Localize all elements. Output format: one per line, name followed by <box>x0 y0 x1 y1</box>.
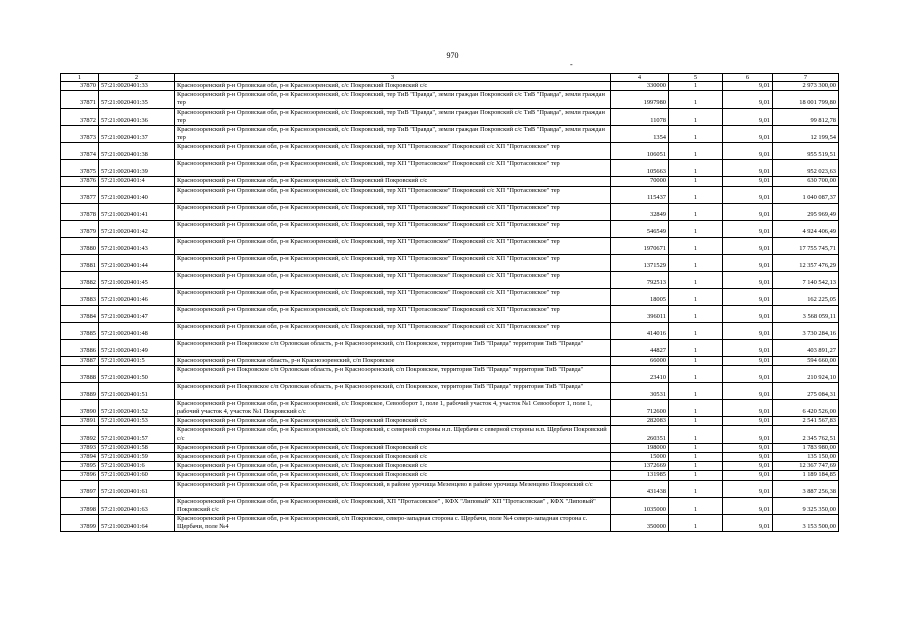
area: 282083 <box>611 417 669 426</box>
area: 546549 <box>611 220 669 237</box>
column-5-value: 1 <box>669 399 723 416</box>
cadastral-number: 57:21:0020401:6 <box>99 462 175 471</box>
column-5-value: 1 <box>669 339 723 356</box>
address: Красноэоренский р-н Орловская обл, р-н Красноэоренский, с/с Покровский, тер ХП "Протасовское" Покровский с/с ХП "Протасовское" тер <box>175 271 611 288</box>
cadastral-number: 57:21:0020401:41 <box>99 203 175 220</box>
row-number: 37874 <box>61 143 99 160</box>
column-5-value: 1 <box>669 480 723 497</box>
address: Красноэоренский р-н Орловская обл, р-н Красноэоренский, с/с Покровский, тер ХП "Протасовское" Покровский с/с ХП "Протасовское" тер <box>175 186 611 203</box>
cadastral-value: 295 969,49 <box>773 203 839 220</box>
cadastral-value: 1 040 087,37 <box>773 186 839 203</box>
area: 792513 <box>611 271 669 288</box>
area: 198000 <box>611 443 669 452</box>
area: 30531 <box>611 382 669 399</box>
rate: 9,01 <box>723 426 773 443</box>
area: 23410 <box>611 365 669 382</box>
cadastral-value: 18 001 799,80 <box>773 91 839 108</box>
rate: 9,01 <box>723 220 773 237</box>
column-5-value: 1 <box>669 443 723 452</box>
rate: 9,01 <box>723 254 773 271</box>
cadastral-number: 57:21:0020401:60 <box>99 471 175 480</box>
column-5-value: 1 <box>669 220 723 237</box>
address: Красноэоренский р-н Орловская обл, р-н Красноэоренский, с/с Покровский Покровский с/с <box>175 82 611 91</box>
cadastral-number: 57:21:0020401:33 <box>99 82 175 91</box>
row-number: 37886 <box>61 339 99 356</box>
table-row <box>61 382 839 399</box>
table-row <box>61 515 839 532</box>
table-row <box>61 82 839 91</box>
cadastral-number: 57:21:0020401:40 <box>99 186 175 203</box>
address: Красноэоренский р-н Орловская область, р-н Красноэоренский, с/п Покровское <box>175 356 611 365</box>
cadastral-value: 3 887 256,38 <box>773 480 839 497</box>
rate: 9,01 <box>723 177 773 186</box>
column-5-value: 1 <box>669 471 723 480</box>
address: Красноэоренский р-н Орловская обл, р-н Красноэоренский, с/с Покровский Покровский с/с <box>175 453 611 462</box>
cadastral-value: 99 812,78 <box>773 108 839 125</box>
header-col-3: 3 <box>175 74 611 82</box>
rate: 9,01 <box>723 288 773 305</box>
column-5-value: 1 <box>669 186 723 203</box>
column-5-value: 1 <box>669 515 723 532</box>
page-mark: - <box>570 60 573 69</box>
cadastral-number: 57:21:0020401:47 <box>99 305 175 322</box>
row-number: 37872 <box>61 108 99 125</box>
cadastral-number: 57:21:0020401:51 <box>99 382 175 399</box>
area: 106051 <box>611 143 669 160</box>
table-row <box>61 365 839 382</box>
area: 66000 <box>611 356 669 365</box>
address: Красноэоренский р-н Орловская обл, р-н Красноэоренский, с/с Покровский, тер ТиВ "Правда", земли граждан Покровский с/с ТиВ "Правда", земли граждан тер <box>175 91 611 108</box>
cadastral-value: 2 345 762,51 <box>773 426 839 443</box>
cadastral-value: 403 891,27 <box>773 339 839 356</box>
area: 105663 <box>611 160 669 177</box>
rate: 9,01 <box>723 417 773 426</box>
row-number: 37871 <box>61 91 99 108</box>
row-number: 37893 <box>61 443 99 452</box>
header-col-5: 5 <box>669 74 723 82</box>
header-col-1: 1 <box>61 74 99 82</box>
rate: 9,01 <box>723 443 773 452</box>
table-row <box>61 91 839 108</box>
row-number: 37873 <box>61 126 99 143</box>
row-number: 37882 <box>61 271 99 288</box>
cadastral-value: 12 199,54 <box>773 126 839 143</box>
table-row <box>61 186 839 203</box>
table-row <box>61 443 839 452</box>
address: Красноэоренский р-н Орловская обл, р-н Красноэоренский, с/с Покровский, тер ХП "Протасовское" Покровский с/с ХП "Протасовское" тер <box>175 237 611 254</box>
column-5-value: 1 <box>669 177 723 186</box>
row-number: 37890 <box>61 399 99 416</box>
row-number: 37884 <box>61 305 99 322</box>
cadastral-value: 630 700,00 <box>773 177 839 186</box>
cadastral-value: 1 189 184,85 <box>773 471 839 480</box>
cadastral-value: 12 357 476,29 <box>773 254 839 271</box>
cadastral-number: 57:21:0020401:63 <box>99 497 175 514</box>
cadastral-value: 162 225,05 <box>773 288 839 305</box>
rate: 9,01 <box>723 399 773 416</box>
cadastral-number: 57:21:0020401:50 <box>99 365 175 382</box>
cadastral-value: 3 153 500,00 <box>773 515 839 532</box>
row-number: 37875 <box>61 160 99 177</box>
row-number: 37878 <box>61 203 99 220</box>
header-col-2: 2 <box>99 74 175 82</box>
area: 11078 <box>611 108 669 125</box>
area: 32849 <box>611 203 669 220</box>
address: Красноэоренский р-н Орловская обл, р-н Красноэоренский, с/с Покровский, тер ХП "Протасовское" Покровский с/с ХП "Протасовское" тер <box>175 220 611 237</box>
rate: 9,01 <box>723 186 773 203</box>
cadastral-value: 275 084,31 <box>773 382 839 399</box>
table-row <box>61 237 839 254</box>
area: 330000 <box>611 82 669 91</box>
column-5-value: 1 <box>669 305 723 322</box>
cadastral-number: 57:21:0020401:37 <box>99 126 175 143</box>
table-row <box>61 203 839 220</box>
column-5-value: 1 <box>669 82 723 91</box>
column-5-value: 1 <box>669 203 723 220</box>
header-col-7: 7 <box>773 74 839 82</box>
table-row <box>61 480 839 497</box>
cadastral-value: 210 924,10 <box>773 365 839 382</box>
column-5-value: 1 <box>669 322 723 339</box>
column-5-value: 1 <box>669 365 723 382</box>
table-row <box>61 305 839 322</box>
row-number: 37870 <box>61 82 99 91</box>
rate: 9,01 <box>723 453 773 462</box>
cadastral-value: 594 660,00 <box>773 356 839 365</box>
table-row <box>61 271 839 288</box>
cadastral-value: 12 367 747,69 <box>773 462 839 471</box>
rate: 9,01 <box>723 356 773 365</box>
column-5-value: 1 <box>669 237 723 254</box>
table-row <box>61 254 839 271</box>
cadastral-registry-table <box>60 73 839 532</box>
address: Красноэоренский р-н Орловская обл, р-н Красноэоренский, с/с Покровский Покровский с/с <box>175 462 611 471</box>
rate: 9,01 <box>723 160 773 177</box>
row-number: 37891 <box>61 417 99 426</box>
rate: 9,01 <box>723 365 773 382</box>
rate: 9,01 <box>723 82 773 91</box>
address: Красноэоренский р-н Орловская обл, р-н Красноэоренский, с/п Покровское, северо-западная сторона с. Щербачи, поле №4 северо-западная сторона с. Щербачи, поле №4 <box>175 515 611 532</box>
cadastral-number: 57:21:0020401:53 <box>99 417 175 426</box>
address: Красноэоренский р-н Орловская обл, р-н Красноэоренский, с/с Покровский, тер ХП "Протасовское" Покровский с/с ХП "Протасовское" тер <box>175 254 611 271</box>
row-number: 37899 <box>61 515 99 532</box>
cadastral-number: 57:21:0020401:46 <box>99 288 175 305</box>
area: 1371529 <box>611 254 669 271</box>
row-number: 37879 <box>61 220 99 237</box>
table-row <box>61 417 839 426</box>
header-col-6: 6 <box>723 74 773 82</box>
cadastral-number: 57:21:0020401:64 <box>99 515 175 532</box>
address: Красноэоренский р-н Орловская обл, р-н Красноэоренский, с/с Покровский Покровский с/с <box>175 177 611 186</box>
cadastral-number: 57:21:0020401:49 <box>99 339 175 356</box>
column-5-value: 1 <box>669 497 723 514</box>
table-body <box>61 82 839 532</box>
cadastral-number: 57:21:0020401:48 <box>99 322 175 339</box>
cadastral-number: 57:21:0020401:59 <box>99 453 175 462</box>
table-row <box>61 143 839 160</box>
cadastral-number: 57:21:0020401:42 <box>99 220 175 237</box>
address: Красноэоренский р-н Орловская обл, р-н Красноэоренский, с/с Покровский, тер ХП "Протасовское" Покровский с/с ХП "Протасовское" тер <box>175 305 611 322</box>
row-number: 37896 <box>61 471 99 480</box>
rate: 9,01 <box>723 480 773 497</box>
column-5-value: 1 <box>669 288 723 305</box>
row-number: 37889 <box>61 382 99 399</box>
address: Красноэоренский р-н Орловская обл, р-н Красноэоренский, с/с Покровский, в районе урочища Мезенцево в районе урочища Мезенцево Покровский с/с <box>175 480 611 497</box>
address: Красноэоренский р-н Орловская обл, р-н Красноэоренский, с/с Покровский, тер ХП "Протасовское" Покровский с/с ХП "Протасовское" тер <box>175 143 611 160</box>
table-row <box>61 356 839 365</box>
cadastral-number: 57:21:0020401:39 <box>99 160 175 177</box>
rate: 9,01 <box>723 322 773 339</box>
area: 15000 <box>611 453 669 462</box>
row-number: 37895 <box>61 462 99 471</box>
column-5-value: 1 <box>669 160 723 177</box>
row-number: 37885 <box>61 322 99 339</box>
address: Красноэоренский р-н Орловская обл, р-н Красноэоренский, с/с Покровский Покровский с/с <box>175 443 611 452</box>
cadastral-number: 57:21:0020401:36 <box>99 108 175 125</box>
address: Красноэоренский р-н Орловская обл, р-н Красноэоренский, с/с Покровский, с северной стороны н.п. Щербачи с северной стороны н.п. Щербачи Покровский с/с <box>175 426 611 443</box>
rate: 9,01 <box>723 91 773 108</box>
address: Красноэоренский р-н Орловская обл, р-н Красноэоренский, с/с Покровский, тер ХП "Протасовское" Покровский с/с ХП "Протасовское" тер <box>175 160 611 177</box>
cadastral-value: 7 140 542,13 <box>773 271 839 288</box>
address: Красноэоренский р-н Покровское с/п Орловская область, р-н Красноэоренский, с/п Покровское, территория ТиВ "Правда" территория ТиВ "Правда" <box>175 382 611 399</box>
cadastral-number: 57:21:0020401:61 <box>99 480 175 497</box>
cadastral-value: 4 924 406,49 <box>773 220 839 237</box>
address: Красноэоренский р-н Покровское с/п Орловская область, р-н Красноэоренский, с/п Покровское, территория ТиВ "Правда" территория ТиВ "Правда" <box>175 339 611 356</box>
address: Красноэоренский р-н Орловская обл, р-н Красноэоренский, с/с Покровский Покровский с/с <box>175 417 611 426</box>
row-number: 37898 <box>61 497 99 514</box>
cadastral-number: 57:21:0020401:57 <box>99 426 175 443</box>
rate: 9,01 <box>723 126 773 143</box>
cadastral-number: 57:21:0020401:58 <box>99 443 175 452</box>
area: 1970671 <box>611 237 669 254</box>
column-5-value: 1 <box>669 108 723 125</box>
row-number: 37877 <box>61 186 99 203</box>
area: 396011 <box>611 305 669 322</box>
table-row <box>61 108 839 125</box>
rate: 9,01 <box>723 462 773 471</box>
row-number: 37887 <box>61 356 99 365</box>
address: Красноэоренский р-н Орловская обл, р-н Красноэоренский, с/с Покровский, тер ХП "Протасовское" Покровский с/с ХП "Протасовское" тер <box>175 288 611 305</box>
table-row <box>61 322 839 339</box>
table-row <box>61 220 839 237</box>
row-number: 37897 <box>61 480 99 497</box>
cadastral-value: 9 325 350,00 <box>773 497 839 514</box>
rate: 9,01 <box>723 271 773 288</box>
table-row <box>61 288 839 305</box>
area: 131985 <box>611 471 669 480</box>
cadastral-value: 3 730 284,16 <box>773 322 839 339</box>
area: 18005 <box>611 288 669 305</box>
table-row <box>61 497 839 514</box>
rate: 9,01 <box>723 515 773 532</box>
area: 350000 <box>611 515 669 532</box>
address: Красноэоренский р-н Орловская обл, р-н Красноэоренский, с/с Покровский Покровский с/с <box>175 471 611 480</box>
rate: 9,01 <box>723 497 773 514</box>
address: Красноэоренский р-н Орловская обл, р-н Красноэоренский, с/с Покровский, тер ХП "Протасовское" Покровский с/с ХП "Протасовское" тер <box>175 203 611 220</box>
rate: 9,01 <box>723 237 773 254</box>
cadastral-number: 57:21:0020401:43 <box>99 237 175 254</box>
rate: 9,01 <box>723 339 773 356</box>
table-row <box>61 177 839 186</box>
cadastral-number: 57:21:0020401:5 <box>99 356 175 365</box>
rate: 9,01 <box>723 471 773 480</box>
area: 44827 <box>611 339 669 356</box>
cadastral-value: 1 783 980,00 <box>773 443 839 452</box>
cadastral-value: 135 150,00 <box>773 453 839 462</box>
table-row <box>61 126 839 143</box>
address: Красноэоренский р-н Орловская обл, р-н Красноэоренский, с/с Покровский, ХП "Протасовское" , КФХ "Липовый" ХП "Протасовская" , КФХ "Липовый" Покровский с/с <box>175 497 611 514</box>
table-row <box>61 339 839 356</box>
cadastral-number: 57:21:0020401:52 <box>99 399 175 416</box>
table-row <box>61 462 839 471</box>
column-5-value: 1 <box>669 356 723 365</box>
rate: 9,01 <box>723 108 773 125</box>
row-number: 37880 <box>61 237 99 254</box>
row-number: 37888 <box>61 365 99 382</box>
cadastral-number: 57:21:0020401:44 <box>99 254 175 271</box>
rate: 9,01 <box>723 143 773 160</box>
area: 431438 <box>611 480 669 497</box>
column-5-value: 1 <box>669 462 723 471</box>
address: Красноэоренский р-н Орловская обл, р-н Красноэоренский, с/с Покровский, тер ТиВ "Правда", земли граждан Покровский с/с ТиВ "Правда", земли граждан тер <box>175 108 611 125</box>
row-number: 37894 <box>61 453 99 462</box>
row-number: 37892 <box>61 426 99 443</box>
rate: 9,01 <box>723 382 773 399</box>
column-5-value: 1 <box>669 126 723 143</box>
cadastral-number: 57:21:0020401:38 <box>99 143 175 160</box>
address: Красноэоренский р-н Покровское с/п Орловская область, р-н Красноэоренский, с/п Покровское, территория ТиВ "Правда" территория ТиВ "Правда" <box>175 365 611 382</box>
table-row <box>61 453 839 462</box>
cadastral-value: 17 755 745,71 <box>773 237 839 254</box>
table-row <box>61 426 839 443</box>
area: 712600 <box>611 399 669 416</box>
cadastral-value: 2 541 567,83 <box>773 417 839 426</box>
cadastral-value: 6 420 526,00 <box>773 399 839 416</box>
column-5-value: 1 <box>669 271 723 288</box>
area: 1997980 <box>611 91 669 108</box>
area: 260351 <box>611 426 669 443</box>
cadastral-value: 2 973 300,00 <box>773 82 839 91</box>
column-5-value: 1 <box>669 453 723 462</box>
table-row <box>61 160 839 177</box>
column-5-value: 1 <box>669 254 723 271</box>
row-number: 37883 <box>61 288 99 305</box>
cadastral-number: 57:21:0020401:45 <box>99 271 175 288</box>
address: Красноэоренский р-н Орловская обл, р-н Красноэоренский, с/с Покровский, тер ХП "Протасовское" Покровский с/с ХП "Протасовское" тер <box>175 322 611 339</box>
table-row <box>61 399 839 416</box>
area: 70000 <box>611 177 669 186</box>
column-5-value: 1 <box>669 417 723 426</box>
cadastral-number: 57:21:0020401:4 <box>99 177 175 186</box>
area: 414016 <box>611 322 669 339</box>
cadastral-value: 952 023,63 <box>773 160 839 177</box>
header-col-4: 4 <box>611 74 669 82</box>
column-5-value: 1 <box>669 143 723 160</box>
address: Красноэоренский р-н Орловская обл, р-н Красноэоренский, с/с Покровский, тер ТиВ "Правда", земли граждан Покровский с/с ТиВ "Правда", земли граждан тер <box>175 126 611 143</box>
page-number: 970 <box>446 51 459 60</box>
header-row <box>61 74 839 82</box>
cadastral-value: 955 519,51 <box>773 143 839 160</box>
rate: 9,01 <box>723 305 773 322</box>
row-number: 37876 <box>61 177 99 186</box>
area: 1372669 <box>611 462 669 471</box>
cadastral-number: 57:21:0020401:35 <box>99 91 175 108</box>
rate: 9,01 <box>723 203 773 220</box>
area: 1354 <box>611 126 669 143</box>
table-row <box>61 471 839 480</box>
area: 115437 <box>611 186 669 203</box>
column-5-value: 1 <box>669 426 723 443</box>
area: 1035000 <box>611 497 669 514</box>
row-number: 37881 <box>61 254 99 271</box>
column-5-value: 1 <box>669 382 723 399</box>
cadastral-value: 3 568 059,11 <box>773 305 839 322</box>
address: Красноэоренский р-н Орловская обл, р-н Красноэоренский, с/с Покровское, Севооборот 1, поле 1, рабочий участок 4, участок №1 Севооборот 1, поле 1, рабочий участок 4, участок №1 Покровский с/с <box>175 399 611 416</box>
column-5-value: 1 <box>669 91 723 108</box>
